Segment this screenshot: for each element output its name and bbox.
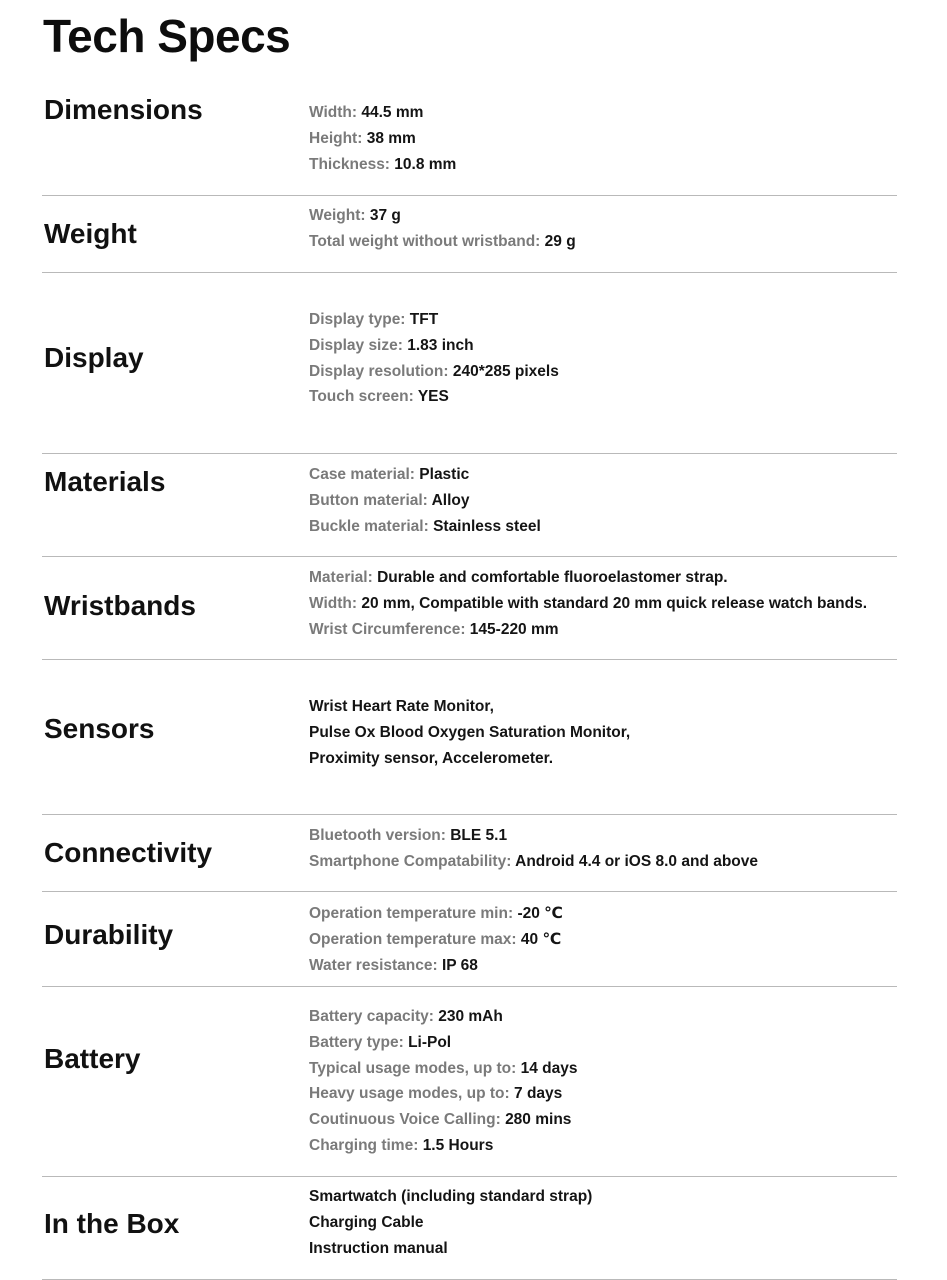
spec-value: 20 mm, Compatible with standard 20 mm quick release watch bands. [361, 594, 868, 612]
spec-value: 7 days [514, 1085, 563, 1103]
spec-label: Operation temperature min: [309, 905, 514, 922]
spec-value: 38 mm [366, 129, 416, 147]
spec-row [309, 927, 563, 953]
spec-row [309, 100, 456, 126]
spec-row [309, 1184, 592, 1210]
spec-row [309, 591, 867, 617]
spec-list [309, 565, 867, 642]
spec-row [309, 720, 630, 746]
spec-value: 1.83 inch [407, 336, 474, 354]
section-title: In the Box [44, 1208, 180, 1239]
spec-value: 40 ℃ [520, 930, 562, 948]
spec-row [309, 565, 867, 591]
spec-row [309, 617, 867, 643]
spec-value: YES [417, 388, 449, 406]
spec-row [309, 1056, 577, 1082]
spec-value: TFT [409, 311, 439, 328]
spec-value: 44.5 mm [361, 104, 424, 121]
spec-label: Battery capacity: [309, 1008, 434, 1025]
spec-row [309, 203, 576, 229]
spec-value: 29 g [544, 232, 576, 250]
spec-value: Durable and comfortable fluoroelastomer strap. [377, 569, 728, 586]
section-sensors [42, 660, 897, 815]
spec-value: 280 mins [505, 1111, 572, 1129]
spec-row [309, 1210, 592, 1236]
spec-value: Pulse Ox Blood Oxygen Saturation Monitor, [309, 723, 631, 741]
section-title: Dimensions [44, 94, 203, 125]
spec-label: Battery type: [309, 1033, 404, 1051]
spec-value: 230 mAh [438, 1008, 503, 1025]
section-in-the-box [42, 1177, 897, 1280]
spec-label: Width: [309, 594, 358, 612]
spec-value: 37 g [369, 207, 401, 224]
spec-row [309, 307, 559, 333]
spec-label: Charging time: [309, 1136, 419, 1154]
spec-list [309, 307, 559, 410]
spec-row [309, 1133, 577, 1159]
spec-row [309, 1107, 577, 1133]
spec-row [309, 694, 630, 720]
section-connectivity [42, 815, 897, 892]
section-title: Sensors [44, 713, 155, 744]
spec-value: Proximity sensor, Accelerometer. [309, 749, 554, 767]
section-title: Materials [44, 466, 166, 497]
spec-label: Display resolution: [309, 362, 449, 380]
spec-row [309, 849, 758, 875]
section-title: Display [44, 342, 144, 373]
spec-row [309, 953, 563, 979]
spec-row [309, 126, 456, 152]
spec-row [309, 384, 559, 410]
section-title: Wristbands [44, 590, 196, 621]
spec-value: 240*285 pixels [452, 362, 559, 380]
spec-label: Bluetooth version: [309, 827, 446, 844]
spec-list [309, 901, 563, 978]
spec-label: Case material: [309, 466, 415, 483]
section-durability [42, 892, 897, 987]
spec-value: Li-Pol [408, 1033, 452, 1051]
spec-label: Water resistance: [309, 956, 438, 974]
spec-list [309, 1004, 577, 1159]
section-title: Durability [44, 919, 174, 950]
spec-list [309, 1184, 592, 1261]
spec-row [309, 359, 559, 385]
section-battery [42, 987, 897, 1177]
spec-value: Stainless steel [433, 517, 541, 535]
spec-row [309, 229, 576, 255]
spec-label: Thickness: [309, 155, 390, 173]
spec-label: Display type: [309, 311, 406, 328]
spec-row [309, 333, 559, 359]
spec-value: 145-220 mm [469, 620, 559, 638]
spec-label: Touch screen: [309, 388, 414, 406]
spec-row [309, 514, 541, 540]
spec-label: Weight: [309, 207, 366, 224]
spec-value: 14 days [520, 1059, 578, 1077]
spec-row [309, 1004, 577, 1030]
spec-row [309, 488, 541, 514]
spec-value: -20 ℃ [517, 905, 563, 922]
spec-list [309, 823, 758, 875]
section-materials [42, 454, 897, 557]
section-title: Weight [44, 218, 137, 249]
section-title: Battery [44, 1043, 141, 1074]
spec-label: Smartphone Compatability: [309, 852, 512, 870]
spec-list [309, 694, 630, 771]
spec-label: Wrist Circumference: [309, 620, 466, 638]
spec-label: Width: [309, 104, 358, 121]
spec-label: Typical usage modes, up to: [309, 1059, 517, 1077]
spec-row [309, 901, 563, 927]
spec-label: Button material: [309, 491, 428, 509]
spec-value: Charging Cable [309, 1213, 424, 1231]
spec-label: Display size: [309, 336, 403, 354]
spec-label: Operation temperature max: [309, 930, 517, 948]
section-display [42, 273, 897, 454]
spec-row [309, 1081, 577, 1107]
section-title: Connectivity [44, 837, 213, 868]
spec-list [309, 100, 456, 177]
spec-value: Plastic [419, 466, 470, 483]
spec-row [309, 462, 541, 488]
spec-row [309, 1030, 577, 1056]
spec-row [309, 823, 758, 849]
spec-value: Smartwatch (including standard strap) [309, 1188, 593, 1205]
spec-label: Material: [309, 569, 373, 586]
spec-label: Height: [309, 129, 363, 147]
spec-value: BLE 5.1 [450, 827, 508, 844]
section-weight [42, 196, 897, 273]
section-dimensions [42, 88, 897, 196]
spec-row [309, 152, 456, 178]
spec-value: Wrist Heart Rate Monitor, [309, 698, 494, 715]
spec-value: Alloy [431, 491, 470, 509]
spec-label: Coutinuous Voice Calling: [309, 1111, 501, 1129]
spec-value: 1.5 Hours [422, 1136, 494, 1154]
spec-list [309, 462, 541, 539]
page-title: Tech Specs [43, 10, 291, 62]
spec-value: Android 4.4 or iOS 8.0 and above [515, 852, 759, 870]
spec-label: Total weight without wristband: [309, 232, 541, 250]
spec-value: Instruction manual [309, 1239, 448, 1257]
spec-value: IP 68 [441, 956, 478, 974]
spec-row [309, 1236, 592, 1262]
spec-list [309, 203, 576, 255]
spec-label: Heavy usage modes, up to: [309, 1085, 510, 1103]
section-wristbands [42, 557, 897, 660]
spec-row [309, 746, 630, 772]
spec-value: 10.8 mm [394, 155, 457, 173]
spec-label: Buckle material: [309, 517, 429, 535]
